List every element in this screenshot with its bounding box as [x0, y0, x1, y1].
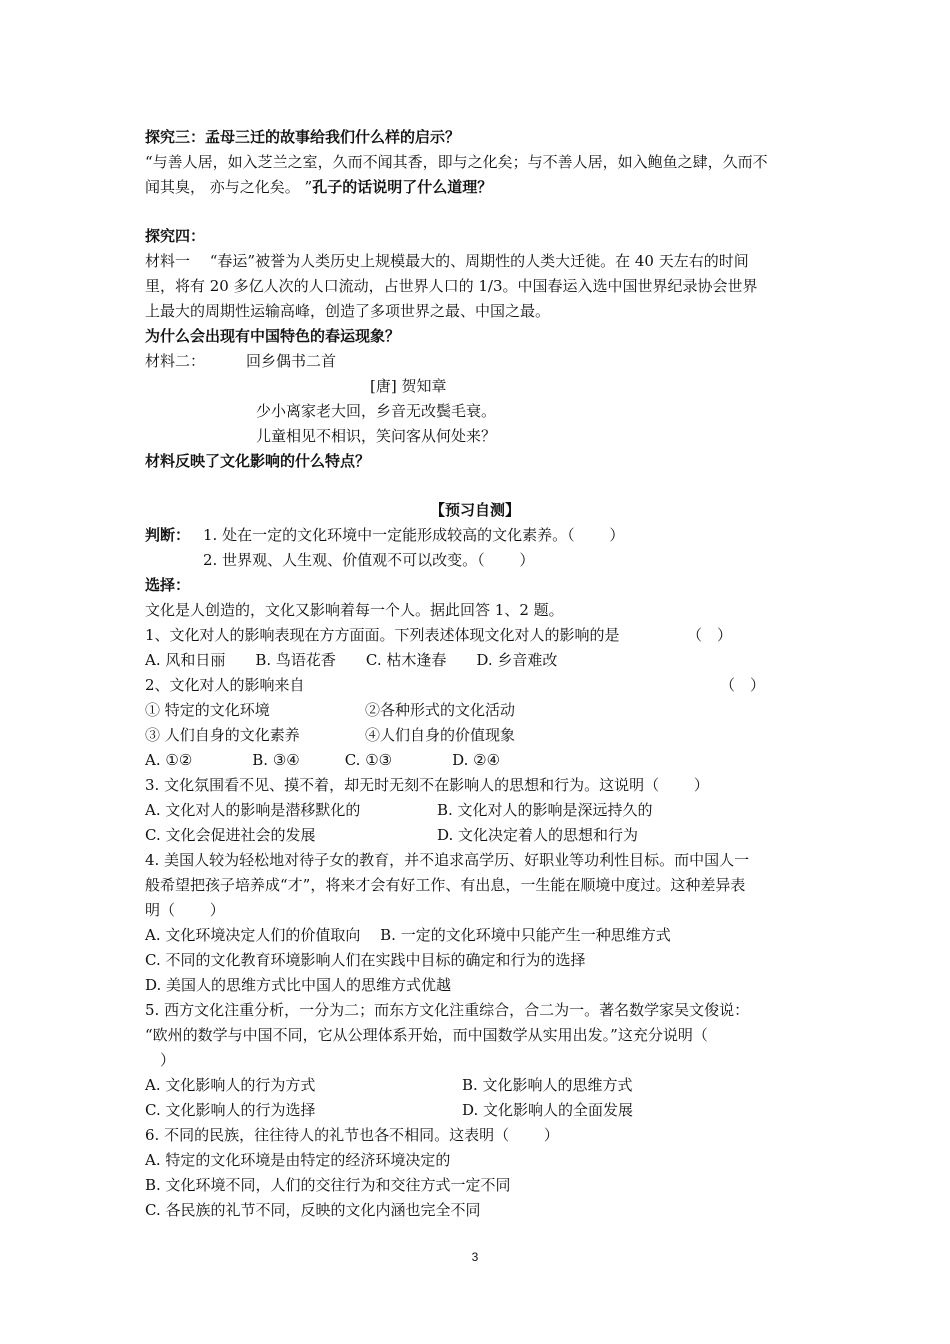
- question-4-line-3: 明（ ）: [145, 901, 225, 919]
- question-4-options-ab: A. 文化环境决定人们的价值取向 B. 一定的文化环境中只能产生一种思维方式: [145, 926, 671, 944]
- question-5-line-2: “欧州的数学与中国不同，它从公理体系开始，而中国数学从实用出发。”这充分说明（: [145, 1026, 708, 1044]
- question-5-line-1: 5. 西方文化注重分析，一分为二；而东方文化注重综合，合二为一。著名数学家吴文俊说：: [145, 1001, 750, 1019]
- choice-label: 选择：: [145, 576, 191, 594]
- poem-question: 材料反映了文化影响的什么特点？: [145, 452, 371, 470]
- question-2-options: A. ①② B. ③④ C. ①③ D. ②④: [145, 751, 501, 769]
- judge-label: 判断：: [145, 526, 191, 544]
- choice-intro: 文化是人创造的，文化又影响着每一个人。据此回答 1、2 题。: [145, 601, 564, 619]
- material-1-line-2: 里，将有 20 多亿人次的人口流动，占世界人口的 1/3。中国春运入选中国世界纪录协会世界: [145, 277, 758, 295]
- question-4-option-d: D. 美国人的思维方式比中国人的思维方式优越: [145, 976, 452, 994]
- poem-line-2: 儿童相见不相识，笑问客从何处来？: [256, 427, 497, 445]
- question-4-option-c: C. 不同的文化教育环境影响人们在实践中目标的确定和行为的选择: [145, 951, 586, 969]
- material-1-line-3: 上最大的周期性运输高峰，创造了多项世界之最、中国之最。: [145, 302, 551, 320]
- self-test-heading: 【预习自测】: [429, 501, 520, 519]
- question-5-option-c: C. 文化影响人的行为选择: [145, 1101, 316, 1119]
- question-3-option-b: B. 文化对人的影响是深远持久的: [437, 801, 653, 819]
- question-2-item-1: ① 特定的文化环境: [145, 701, 270, 719]
- question-2-item-3: ③ 人们自身的文化素养: [145, 726, 300, 744]
- poem-title: 回乡偶书二首: [246, 352, 337, 370]
- question-3: 3. 文化氛围看不见、摸不着，却无时无刻不在影响人的思想和行为。这说明（ ）: [145, 776, 709, 794]
- question-2-answer-paren: （ ）: [720, 676, 766, 694]
- inquiry-3-title: 探究三：孟母三迁的故事给我们什么样的启示？: [145, 128, 461, 146]
- question-3-option-d: D. 文化决定着人的思想和行为: [437, 826, 639, 844]
- question-3-option-a: A. 文化对人的影响是潜移默化的: [145, 801, 361, 819]
- poem-line-1: 少小离家老大回，乡音无改鬓毛衰。: [256, 402, 497, 420]
- inquiry-4-title: 探究四：: [145, 227, 206, 245]
- question-1-options: A. 风和日丽 B. 鸟语花香 C. 枯木逢春 D. 乡音难改: [145, 651, 558, 669]
- page-number: 3: [471, 1250, 479, 1264]
- confucius-question: 孔子的话说明了什么道理？: [312, 178, 493, 196]
- question-6-option-a: A. 特定的文化环境是由特定的经济环境决定的: [145, 1151, 451, 1169]
- question-1: 1、文化对人的影响表现在方方面面。下列表述体现文化对人的影响的是 （ ）: [145, 626, 733, 644]
- question-5-option-d: D. 文化影响人的全面发展: [462, 1101, 634, 1119]
- question-5-line-3: ）: [160, 1051, 176, 1069]
- question-6-option-c: C. 各民族的礼节不同，反映的文化内涵也完全不同: [145, 1201, 481, 1219]
- judge-item-1: 1. 处在一定的文化环境中一定能形成较高的文化素养。（ ）: [203, 526, 625, 544]
- question-6-option-b: B. 文化环境不同，人们的交往行为和交往方式一定不同: [145, 1176, 511, 1194]
- spring-festival-question: 为什么会出现有中国特色的春运现象？: [145, 327, 401, 345]
- judge-item-2: 2. 世界观、人生观、价值观不可以改变。（ ）: [203, 551, 535, 569]
- confucius-quote-line-2: [145, 177, 492, 197]
- question-3-option-c: C. 文化会促进社会的发展: [145, 826, 316, 844]
- poem-author: [唐] 贺知章: [370, 377, 447, 395]
- question-5-option-b: B. 文化影响人的思维方式: [462, 1076, 633, 1094]
- material-1-line-1: 材料一 “春运”被誉为人类历史上规模最大的、周期性的人类大迁徙。在 40 天左右的时间: [145, 252, 749, 270]
- question-2-item-2: ②各种形式的文化活动: [365, 701, 516, 719]
- question-6: 6. 不同的民族，往往待人的礼节也各不相同。这表明（ ）: [145, 1126, 559, 1144]
- question-2: 2、文化对人的影响来自: [145, 676, 305, 694]
- question-4-line-1: 4. 美国人较为轻松地对待子女的教育，并不追求高学历、好职业等功利性目标。而中国人一: [145, 851, 750, 869]
- question-5-option-a: A. 文化影响人的行为方式: [145, 1076, 316, 1094]
- confucius-quote-line-1: “与善人居，如入芝兰之室，久而不闻其香，即与之化矣；与不善人居，如入鲍鱼之肆，久而不: [145, 153, 768, 171]
- question-2-item-4: ④人们自身的价值现象: [365, 726, 516, 744]
- question-4-line-2: 般希望把孩子培养成“才”，将来才会有好工作、有出息，一生能在顺境中度过。这种差异表: [145, 876, 746, 894]
- material-2-label: 材料二：: [145, 352, 206, 370]
- confucius-quote-end: 闻其臭， 亦与之化矣。 ”: [145, 178, 313, 196]
